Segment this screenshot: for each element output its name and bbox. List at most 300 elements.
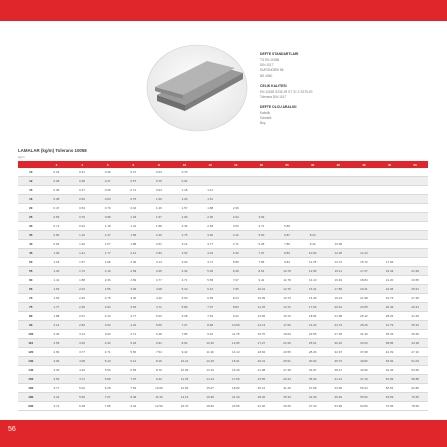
table-row [18, 294, 428, 303]
table-cell: 9.42 [121, 402, 147, 411]
table-cell: 20.41 [249, 357, 275, 366]
row-width-cell: 20 [18, 204, 44, 213]
table-cell: 9.42 [223, 312, 249, 321]
table-cell [326, 195, 352, 204]
table-cell [351, 213, 377, 222]
table-cell: 47.10 [402, 348, 428, 357]
table-cell: 1.41 [197, 186, 223, 195]
table-cell: 1.88 [69, 276, 95, 285]
table-cell: 0.94 [146, 186, 172, 195]
table-header-cell: 3 [44, 161, 70, 168]
row-width-cell: 65 [18, 285, 44, 294]
table-cell [197, 177, 223, 186]
table-header-cell: 50 [402, 161, 428, 168]
table-row [18, 240, 428, 249]
table-cell: 26.49 [377, 303, 403, 312]
table-cell: 43.96 [326, 384, 352, 393]
table-cell: 27.48 [274, 366, 300, 375]
table-cell: 7.07 [95, 393, 121, 402]
table-row [18, 321, 428, 330]
table-cell: 17.66 [300, 303, 326, 312]
table-cell: 5.50 [172, 294, 198, 303]
table-cell: 2.83 [121, 276, 147, 285]
table-cell: 49.46 [377, 366, 403, 375]
table-cell: 1.41 [44, 276, 70, 285]
row-width-cell: 150 [18, 375, 44, 384]
table-cell: 7.54 [121, 384, 147, 393]
table-row [18, 168, 428, 177]
table-cell: 6.28 [249, 240, 275, 249]
table-cell: 23.55 [223, 402, 249, 411]
table-cell: 31.40 [249, 402, 275, 411]
table-cell: 3.93 [95, 330, 121, 339]
table-cell: 18.84 [300, 312, 326, 321]
table-cell: 1.41 [121, 222, 147, 231]
table-cell: 5.30 [223, 249, 249, 258]
table-cell: 14.13 [172, 393, 198, 402]
table-cell: 7.07 [121, 375, 147, 384]
table-cell: 32.97 [326, 348, 352, 357]
table-cell: 3.53 [44, 375, 70, 384]
table-cell: 18.84 [223, 384, 249, 393]
row-width-cell: 120 [18, 348, 44, 357]
table-row [18, 384, 428, 393]
table-cell: 11.78 [300, 258, 326, 267]
table-cell: 1.88 [197, 204, 223, 213]
table-cell: 31.79 [377, 321, 403, 330]
table-cell [300, 204, 326, 213]
table-cell: 5.02 [146, 312, 172, 321]
table-cell: 25.91 [300, 339, 326, 348]
table-cell: 49.46 [326, 393, 352, 402]
table-cell: 23.55 [402, 276, 428, 285]
table-cell [249, 186, 275, 195]
table-cell: 31.40 [402, 312, 428, 321]
table-cell: 6.12 [121, 357, 147, 366]
table-row [18, 312, 428, 321]
table-cell: 12.76 [274, 285, 300, 294]
table-cell [377, 168, 403, 177]
table-cell: 4.71 [146, 303, 172, 312]
table-cell: 1.26 [146, 204, 172, 213]
table-cell [326, 177, 352, 186]
table-cell: 0.94 [69, 222, 95, 231]
table-cell: 6.48 [223, 267, 249, 276]
table-cell: 40.82 [351, 357, 377, 366]
table-cell: 1.88 [146, 222, 172, 231]
table-cell: 19.63 [274, 330, 300, 339]
table-cell: 4.24 [197, 249, 223, 258]
table-cell [249, 195, 275, 204]
table-cell: 24.73 [326, 321, 352, 330]
table-cell: 2.36 [172, 222, 198, 231]
table-cell: 70.65 [377, 402, 403, 411]
table-cell: 2.20 [69, 294, 95, 303]
table-row [18, 393, 428, 402]
table-cell: 63.59 [377, 393, 403, 402]
table-cell: 6.87 [274, 231, 300, 240]
table-cell: 3.06 [44, 357, 70, 366]
table-cell: 35.33 [402, 321, 428, 330]
table-cell: 8.16 [146, 357, 172, 366]
table-cell: 2.94 [95, 303, 121, 312]
table-cell: 1.88 [121, 240, 147, 249]
table-cell: 8.48 [197, 321, 223, 330]
table-cell: 27.48 [402, 294, 428, 303]
table-cell [351, 195, 377, 204]
table-cell [402, 249, 428, 258]
table-cell: 78.50 [402, 402, 428, 411]
row-width-cell: 140 [18, 366, 44, 375]
table-cell: 5.10 [172, 285, 198, 294]
table-cell: 13.74 [326, 258, 352, 267]
table-cell: 0.39 [95, 168, 121, 177]
row-width-cell: 50 [18, 258, 44, 267]
row-width-cell: 200 [18, 402, 44, 411]
table-cell: 0.47 [44, 204, 70, 213]
weights-table [18, 161, 428, 411]
table-cell: 52.99 [377, 375, 403, 384]
table-cell: 17.86 [326, 285, 352, 294]
table-cell: 11.78 [223, 330, 249, 339]
table-cell: 7.85 [172, 330, 198, 339]
table-cell: 6.59 [197, 294, 223, 303]
table-cell: 43.18 [402, 339, 428, 348]
table-cell: 10.36 [197, 339, 223, 348]
table-cell [300, 222, 326, 231]
table-cell: 16.49 [326, 276, 352, 285]
table-row [18, 276, 428, 285]
table-cell [274, 195, 300, 204]
table-cell: 21.98 [249, 366, 275, 375]
table-cell: 0.28 [44, 177, 70, 186]
row-width-cell: 80 [18, 312, 44, 321]
table-cell: 1.06 [44, 249, 70, 258]
table-cell: 0.59 [44, 213, 70, 222]
table-cell: 6.28 [69, 402, 95, 411]
table-cell: 9.42 [197, 330, 223, 339]
table-cell: 3.77 [44, 384, 70, 393]
table-cell: 6.28 [95, 384, 121, 393]
table-cell: 4.32 [172, 267, 198, 276]
row-width-cell: 30 [18, 222, 44, 231]
table-cell: 5.89 [274, 222, 300, 231]
table-cell [402, 186, 428, 195]
row-width-cell: 70 [18, 294, 44, 303]
table-cell: 35.33 [274, 393, 300, 402]
row-width-cell: 55 [18, 267, 44, 276]
row-width-cell: 16 [18, 195, 44, 204]
table-cell [351, 240, 377, 249]
table-cell: 1.96 [172, 213, 198, 222]
table-cell: 21.20 [377, 276, 403, 285]
table-cell: 1.57 [69, 258, 95, 267]
table-cell [326, 231, 352, 240]
table-cell: 6.12 [197, 285, 223, 294]
table-cell: 8.48 [121, 393, 147, 402]
table-cell: 8.24 [223, 294, 249, 303]
table-cell: 19.43 [377, 267, 403, 276]
table-cell [326, 168, 352, 177]
table-header-cell: 6 [121, 161, 147, 168]
table-cell [377, 204, 403, 213]
table-cell: 12.36 [326, 249, 352, 258]
table-cell: 10.79 [274, 267, 300, 276]
table-cell: 1.37 [95, 231, 121, 240]
table-cell: 4.08 [146, 285, 172, 294]
table-cell: 0.57 [121, 177, 147, 186]
table-cell: 1.41 [69, 249, 95, 258]
table-cell: 7.07 [197, 303, 223, 312]
table-cell: 1.30 [44, 267, 70, 276]
table-cell: 16.49 [223, 366, 249, 375]
table-cell: 56.52 [377, 384, 403, 393]
table-cell: 17.27 [351, 267, 377, 276]
table-cell: 25.51 [274, 357, 300, 366]
table-cell: 41.21 [326, 375, 352, 384]
table-cell: 7.07 [223, 276, 249, 285]
table-cell: 0.24 [44, 168, 70, 177]
table-cell: 8.79 [146, 366, 172, 375]
table-cell: 9.42 [300, 240, 326, 249]
table-cell: 23.55 [300, 330, 326, 339]
spec-heading-1: DEFTE STANDARTLARI [260, 52, 299, 56]
table-cell: 25.51 [402, 285, 428, 294]
row-width-cell: 110 [18, 339, 44, 348]
table-cell: 2.83 [197, 222, 223, 231]
table-cell: 16.96 [197, 393, 223, 402]
table-cell [223, 177, 249, 186]
table-cell: 7.85 [274, 240, 300, 249]
table-cell: 15.70 [351, 258, 377, 267]
table-header-row [18, 161, 428, 168]
table-cell: 2.94 [223, 213, 249, 222]
table-cell [223, 186, 249, 195]
table-cell: 18.84 [197, 402, 223, 411]
table-subtitle: kg/m [18, 155, 25, 159]
table-cell: 28.26 [249, 393, 275, 402]
table-cell: 3.77 [69, 348, 95, 357]
table-cell: 7.07 [172, 321, 198, 330]
table-cell: 15.11 [326, 267, 352, 276]
table-cell: 28.26 [377, 312, 403, 321]
table-cell: 6.28 [172, 312, 198, 321]
table-cell: 7.65 [223, 285, 249, 294]
table-header-cell: 35 [326, 161, 352, 168]
table-cell: 16.49 [300, 294, 326, 303]
spec-line: DIN 1017 [260, 63, 274, 68]
table-cell [377, 222, 403, 231]
table-cell: 0.79 [95, 204, 121, 213]
table-cell: 47.10 [351, 375, 377, 384]
spec-line: EN 10025 S235 JR ST 37-2 S275 JR [260, 89, 313, 94]
table-cell [223, 168, 249, 177]
table-cell: 3.45 [69, 339, 95, 348]
table-cell: 4.71 [44, 402, 70, 411]
table-cell: 18.84 [351, 276, 377, 285]
table-cell: 6.59 [121, 366, 147, 375]
table-cell: 21.98 [326, 312, 352, 321]
table-cell: 2.59 [44, 339, 70, 348]
table-cell: 21.59 [274, 339, 300, 348]
table-cell: 1.57 [172, 204, 198, 213]
table-cell [300, 177, 326, 186]
table-header-cell: 40 [351, 161, 377, 168]
table-cell: 10.60 [223, 321, 249, 330]
row-width-cell: 10 [18, 168, 44, 177]
table-cell: 20.61 [326, 303, 352, 312]
spec-line: Genislik [260, 115, 272, 120]
table-cell: 29.44 [402, 303, 428, 312]
table-row [18, 222, 428, 231]
row-width-cell: 160 [18, 384, 44, 393]
table-cell: 12.56 [172, 384, 198, 393]
table-cell: 28.26 [351, 321, 377, 330]
table-cell: 2.75 [172, 231, 198, 240]
table-cell: 4.71 [197, 258, 223, 267]
table-cell: 0.71 [44, 222, 70, 231]
table-cell [377, 177, 403, 186]
table-cell [377, 186, 403, 195]
table-cell: 0.59 [95, 186, 121, 195]
table-cell: 3.06 [121, 285, 147, 294]
table-cell: 15.70 [172, 402, 198, 411]
table-cell: 13.19 [197, 366, 223, 375]
table-cell: 51.03 [402, 357, 428, 366]
table-cell: 0.38 [69, 177, 95, 186]
table-cell: 0.71 [121, 186, 147, 195]
table-cell: 5.65 [121, 348, 147, 357]
table-cell: 3.53 [172, 249, 198, 258]
table-cell: 3.93 [172, 258, 198, 267]
table-cell: 0.31 [69, 168, 95, 177]
table-cell: 9.42 [249, 276, 275, 285]
table-cell: 1.96 [95, 258, 121, 267]
table-cell: 12.56 [249, 312, 275, 321]
table-cell: 14.13 [351, 249, 377, 258]
table-cell: 1.18 [44, 258, 70, 267]
table-cell: 2.36 [95, 276, 121, 285]
table-cell: 54.95 [326, 402, 352, 411]
table-cell: 0.38 [44, 195, 70, 204]
row-width-cell: 130 [18, 357, 44, 366]
table-cell: 0.35 [44, 186, 70, 195]
table-cell: 8.64 [172, 339, 198, 348]
spec-heading-3: DEFTE OLCU ARALIGI [260, 104, 297, 109]
table-cell: 20.41 [351, 285, 377, 294]
table-cell [326, 204, 352, 213]
row-width-cell: 45 [18, 249, 44, 258]
table-cell [377, 240, 403, 249]
table-cell: 2.83 [69, 321, 95, 330]
table-cell [351, 186, 377, 195]
table-cell: 0.98 [95, 213, 121, 222]
table-cell: 15.07 [197, 384, 223, 393]
table-cell: 47.10 [300, 402, 326, 411]
table-cell: 2.83 [44, 348, 70, 357]
table-cell: 35.33 [300, 375, 326, 384]
table-cell: 0.63 [146, 168, 172, 177]
table-row [18, 402, 428, 411]
table-cell: 12.95 [223, 339, 249, 348]
table-header-cell: 12 [197, 161, 223, 168]
table-cell [274, 204, 300, 213]
table-cell: 24.73 [377, 294, 403, 303]
table-row [18, 357, 428, 366]
table-cell: 2.36 [69, 303, 95, 312]
table-row [18, 213, 428, 222]
table-cell: 14.13 [197, 375, 223, 384]
table-cell [249, 177, 275, 186]
row-width-cell: 40 [18, 240, 44, 249]
table-cell [300, 186, 326, 195]
bottom-red-bar [0, 420, 447, 447]
page-number: 56 [8, 426, 16, 433]
table-cell: 11.30 [197, 348, 223, 357]
table-cell: 62.80 [402, 384, 428, 393]
table-cell: 6.28 [146, 330, 172, 339]
table-cell: 15.70 [274, 312, 300, 321]
table-cell [402, 195, 428, 204]
table-cell: 1.26 [172, 195, 198, 204]
table-cell: 1.88 [44, 312, 70, 321]
table-cell: 1.18 [121, 213, 147, 222]
table-cell [402, 240, 428, 249]
table-cell: 56.52 [351, 393, 377, 402]
table-cell: 12.56 [146, 402, 172, 411]
table-cell: 10.99 [326, 240, 352, 249]
table-cell: 21.98 [351, 294, 377, 303]
row-width-cell: 15 [18, 186, 44, 195]
table-cell: 45.92 [377, 357, 403, 366]
table-cell: 37.68 [300, 384, 326, 393]
table-cell [351, 177, 377, 186]
table-row [18, 195, 428, 204]
table-cell [197, 168, 223, 177]
table-cell: 5.02 [69, 384, 95, 393]
table-cell: 3.53 [121, 303, 147, 312]
table-cell: 4.40 [146, 294, 172, 303]
table-cell: 0.50 [69, 195, 95, 204]
table-cell: 58.88 [402, 375, 428, 384]
row-width-cell: 100 [18, 330, 44, 339]
table-cell: 42.39 [377, 348, 403, 357]
table-cell: 2.75 [95, 294, 121, 303]
table-cell [326, 186, 352, 195]
table-cell [402, 222, 428, 231]
table-cell [326, 213, 352, 222]
table-cell: 25.12 [351, 312, 377, 321]
table-cell: 1.53 [44, 285, 70, 294]
table-cell: 3.14 [95, 312, 121, 321]
table-cell: 15.31 [300, 285, 326, 294]
table-cell: 14.13 [223, 348, 249, 357]
table-cell: 4.71 [95, 348, 121, 357]
table-cell: 70.65 [402, 393, 428, 402]
table-cell [377, 249, 403, 258]
table-cell: 4.71 [69, 375, 95, 384]
table-cell: 4.71 [223, 240, 249, 249]
table-header-cell: 30 [300, 161, 326, 168]
table-cell: 0.79 [172, 168, 198, 177]
table-cell: 1.57 [95, 240, 121, 249]
table-cell [274, 213, 300, 222]
table-cell: 4.32 [95, 339, 121, 348]
table-cell: 17.66 [377, 258, 403, 267]
table-cell: 5.65 [69, 393, 95, 402]
table-cell: 1.65 [121, 231, 147, 240]
table-cell: 30.22 [326, 339, 352, 348]
